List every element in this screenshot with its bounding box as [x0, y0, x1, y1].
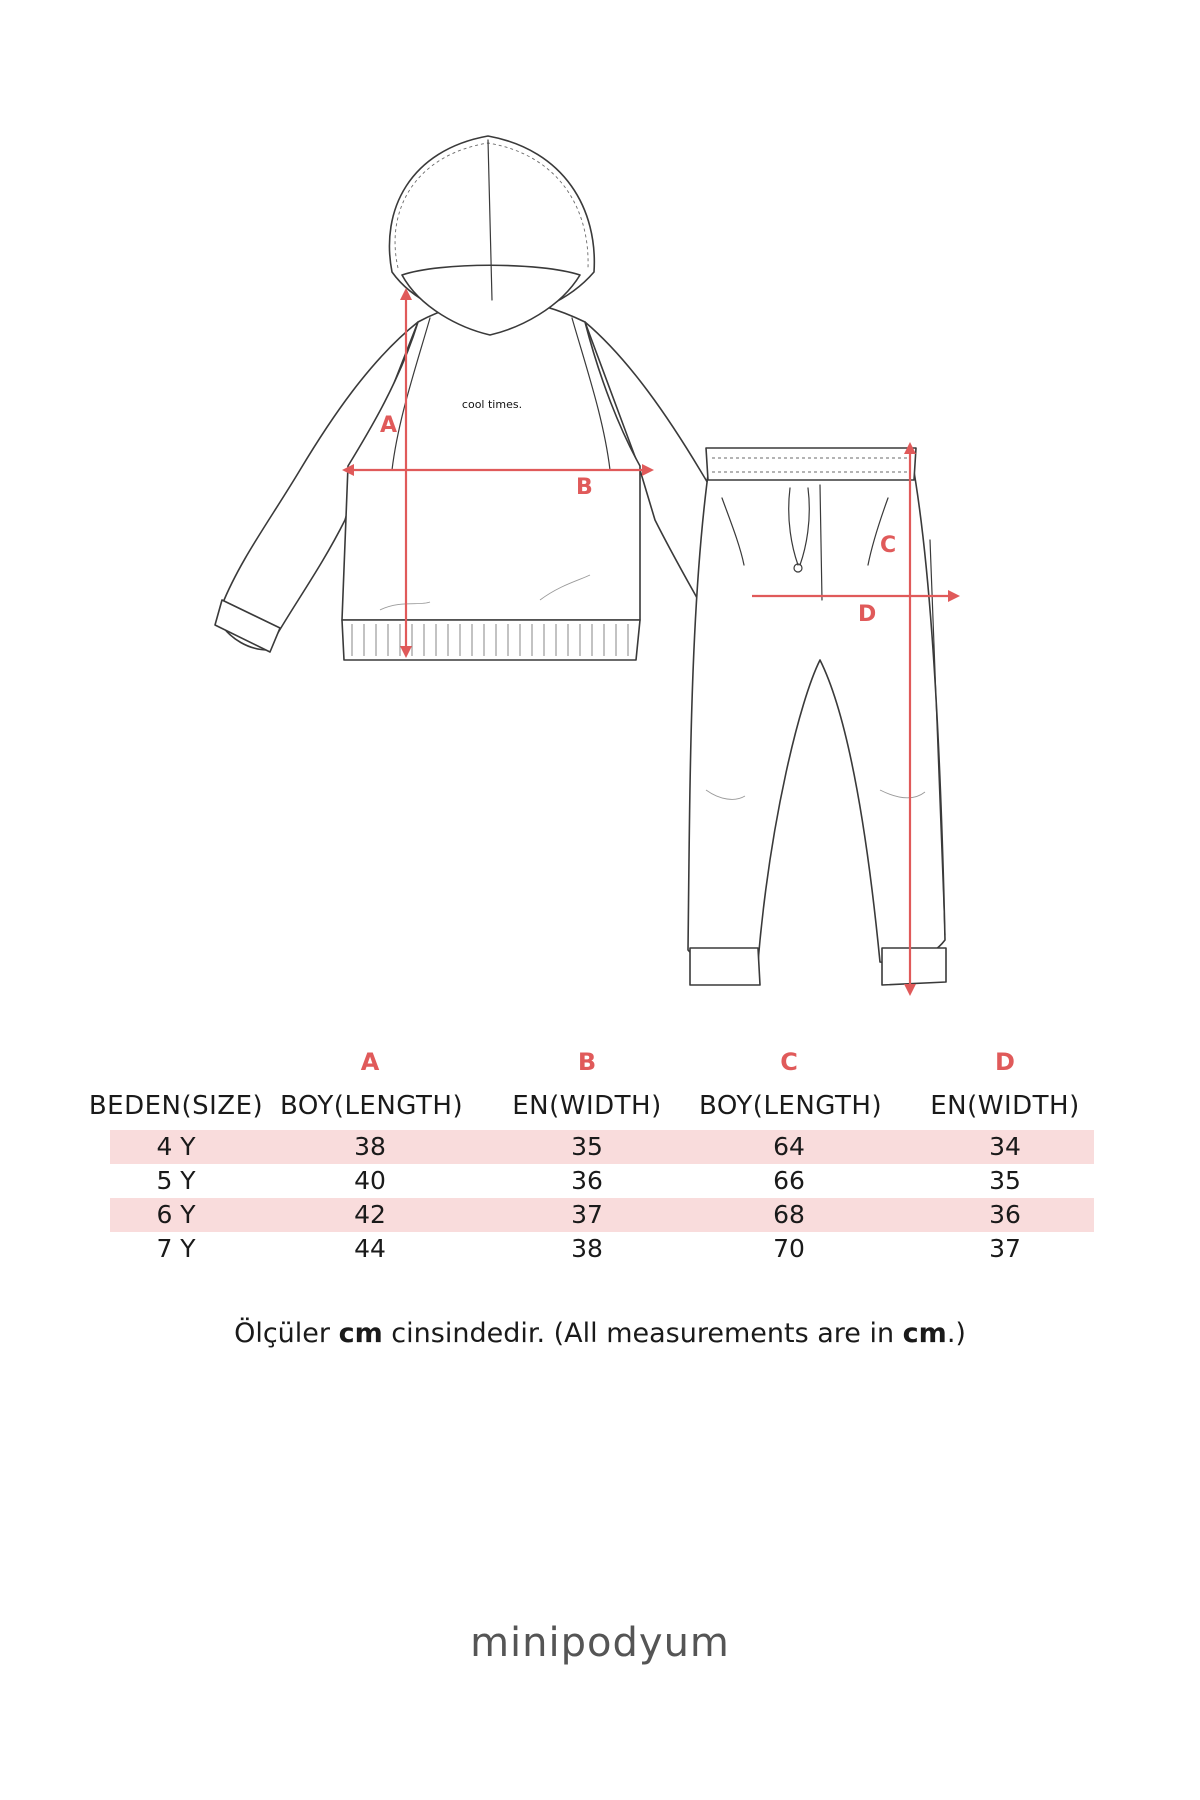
table-letter-row: [110, 1042, 1094, 1082]
note-unit-2: cm: [902, 1318, 947, 1349]
table-row: [110, 1130, 1094, 1164]
hoodie-print-text: cool times.: [461, 398, 523, 411]
cell-c: 64: [773, 1132, 805, 1161]
letter-a: A: [360, 1048, 380, 1076]
cell-size: 5 Y: [156, 1166, 196, 1195]
note-unit-1: cm: [338, 1318, 383, 1349]
header-hoodie-width: EN(WIDTH): [512, 1091, 662, 1121]
label-c: C: [880, 533, 897, 558]
table-row: [110, 1198, 1094, 1232]
letter-c: C: [780, 1048, 798, 1076]
measurement-note: [0, 1318, 1200, 1349]
cell-b: 36: [571, 1166, 603, 1195]
cell-size: 7 Y: [156, 1234, 196, 1263]
cell-a: 40: [354, 1166, 386, 1195]
cell-c: 68: [773, 1200, 805, 1229]
cell-b: 38: [571, 1234, 603, 1263]
size-table: [88, 1042, 1094, 1266]
hoodie-drawing: [215, 136, 780, 660]
note-text-3: .): [946, 1318, 966, 1349]
table-header-row: [88, 1082, 1094, 1130]
header-hoodie-length: BOY(LENGTH): [280, 1091, 464, 1121]
cell-b: 35: [571, 1132, 603, 1161]
cell-c: 66: [773, 1166, 805, 1195]
cell-a: 44: [354, 1234, 386, 1263]
table-row: [110, 1164, 1094, 1198]
label-b: B: [576, 475, 593, 500]
header-pants-length: BOY(LENGTH): [699, 1091, 883, 1121]
cell-size: 6 Y: [156, 1200, 196, 1229]
cell-b: 37: [571, 1200, 603, 1229]
brand-logo: [0, 1620, 1200, 1666]
cell-d: 34: [989, 1132, 1021, 1161]
label-a: A: [380, 413, 398, 438]
header-size: BEDEN(SIZE): [88, 1091, 264, 1121]
cell-d: 37: [989, 1234, 1021, 1263]
table-row: [110, 1232, 1094, 1266]
cell-a: 42: [354, 1200, 386, 1229]
cell-a: 38: [354, 1132, 386, 1161]
letter-d: D: [995, 1048, 1015, 1076]
pants-drawing: [688, 448, 946, 985]
cell-c: 70: [773, 1234, 805, 1263]
label-d: D: [858, 602, 877, 627]
note-text-1: Ölçüler: [234, 1318, 339, 1349]
note-text-2: cinsindedir. (All measurements are in: [382, 1318, 903, 1349]
header-pants-width: EN(WIDTH): [930, 1091, 1080, 1121]
letter-b: B: [577, 1048, 597, 1076]
cell-d: 36: [989, 1200, 1021, 1229]
cell-d: 35: [989, 1166, 1021, 1195]
cell-size: 4 Y: [156, 1132, 196, 1161]
brand-name: minipodyum: [470, 1620, 730, 1666]
